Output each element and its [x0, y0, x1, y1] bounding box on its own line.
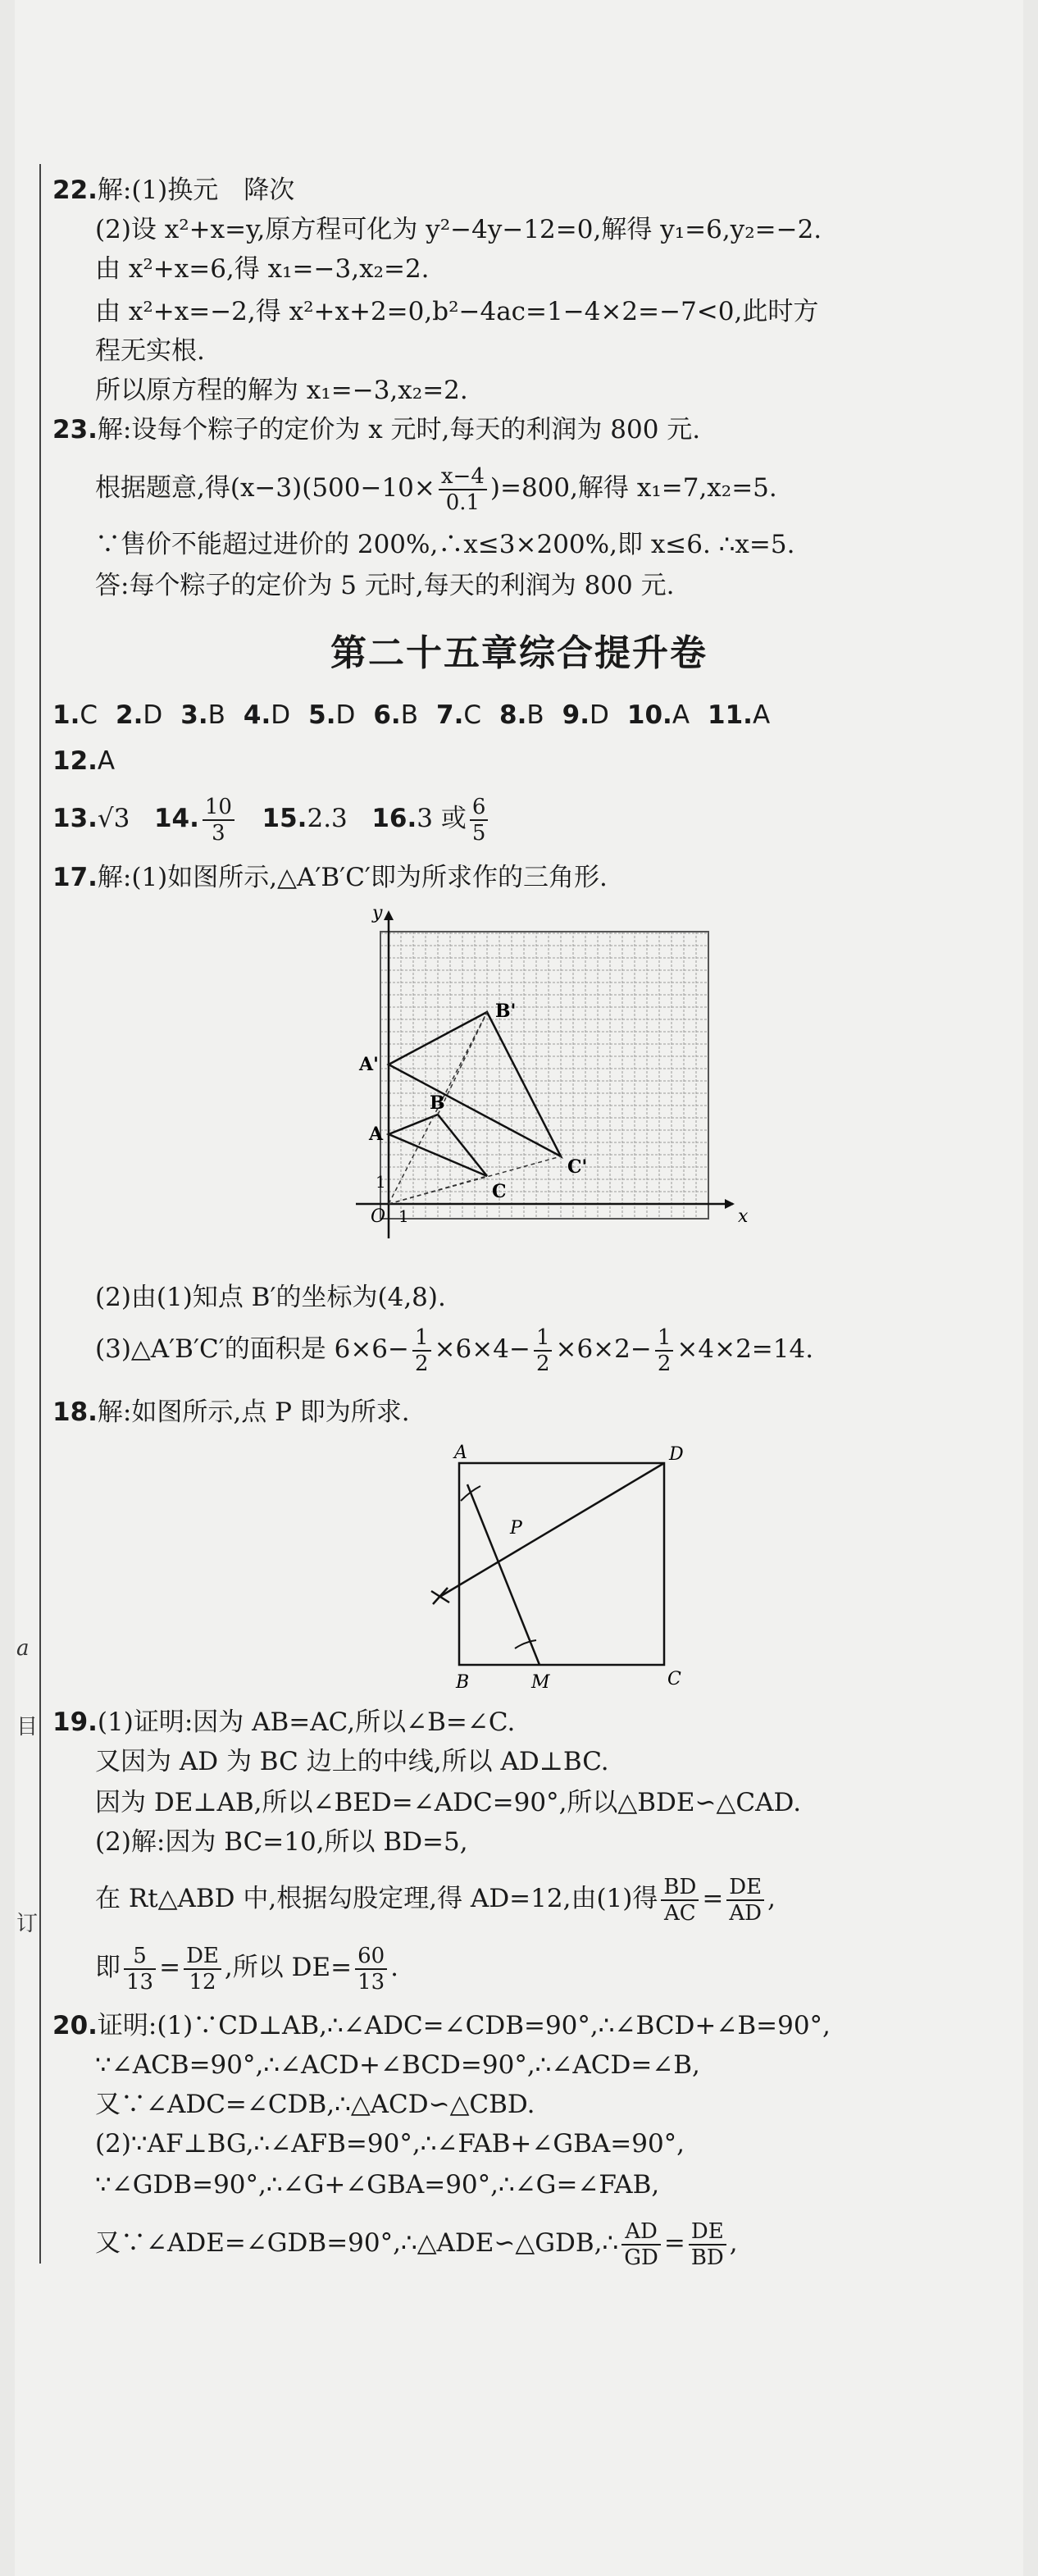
choice-answer: B: [400, 700, 418, 730]
q19-number: 19.: [52, 1707, 98, 1737]
fraction: $\frac{5}{13}$: [124, 1944, 156, 1995]
q20-number: 20.: [52, 2011, 98, 2040]
choice-number: 7.: [436, 700, 464, 730]
choice-answer: B: [207, 700, 225, 730]
fraction: $\frac{DE}{AD}$: [726, 1875, 764, 1926]
q20-line-2: ∵∠ACB=90°,∴∠ACD+∠BCD=90°,∴∠ACD=∠B,: [95, 2050, 700, 2080]
q22-number: 22.: [52, 176, 98, 205]
q17-line-2: (2)由(1)知点 B′的坐标为(4,8).: [95, 1283, 446, 1312]
choice-answer: D: [590, 700, 609, 730]
q22-line-2: (2)设 x²+x=y,原方程可化为 y²−4y−12=0,解得 y₁=6,y₂=−2.: [95, 215, 822, 244]
q23-line-4: 答:每个粽子的定价为 5 元时,每天的利润为 800 元.: [95, 571, 675, 600]
q19-line-4: (2)解:因为 BC=10,所以 BD=5,: [95, 1827, 468, 1857]
choice-number: 1.: [52, 700, 80, 730]
q23-line-2: 根据题意,得(x−3)(500−10× $\frac{x-4}{0.1}$ )=800,解得 x₁=7,x₂=5.: [95, 463, 777, 515]
choice-number: 6.: [373, 700, 401, 730]
q17-number: 17.: [52, 863, 98, 892]
point-b1-label: B': [495, 1001, 517, 1022]
square-abcd: [459, 1463, 664, 1665]
fraction: $\frac{DE}{12}$: [184, 1944, 221, 1995]
point-a-label: A: [369, 1124, 384, 1145]
x-axis-label: x: [738, 1206, 749, 1227]
choice-number: 9.: [562, 700, 590, 730]
choice-row-2: 12.A: [52, 746, 116, 776]
choice-answer: C: [463, 700, 482, 730]
q17-line-3: (3)△A′B′C′的面积是 6×6− $\frac{1}{2}$ ×6×4− $\frac{1}{2}$ ×6×2− $\frac{1}{2}$ ×4×2=14.: [95, 1324, 814, 1376]
margin-char-2: 目: [16, 1715, 39, 1739]
choice-row-1: [52, 697, 788, 733]
q22-line-6: 所以原方程的解为 x₁=−3,x₂=2.: [95, 376, 468, 405]
fraction: $\frac{6}{5}$: [470, 795, 489, 846]
choice-answer: D: [335, 700, 356, 730]
q18-line-1: 18.解:如图所示,点 P 即为所求.: [52, 1397, 410, 1427]
label-b: B: [456, 1672, 470, 1693]
fraction: $\frac{AD}{GD}$: [621, 2219, 661, 2270]
q22-line-3: 由 x²+x=6,得 x₁=−3,x₂=2.: [95, 254, 430, 284]
choice-number: 4.: [243, 700, 271, 730]
q20-line-3: 又∵∠ADC=∠CDB,∴△ACD∽△CBD.: [95, 2090, 535, 2119]
choice-answer: A: [752, 700, 771, 730]
q19-line-1: 19.(1)证明:因为 AB=AC,所以∠B=∠C.: [52, 1707, 516, 1737]
fraction: $\frac{DE}{BD}$: [689, 2219, 726, 2270]
fraction: $\frac{1}{2}$: [412, 1325, 431, 1376]
point-c1-label: C': [567, 1156, 588, 1178]
label-a: A: [454, 1443, 467, 1463]
fraction: $\frac{BD}{AC}$: [661, 1875, 699, 1926]
label-p: P: [510, 1518, 522, 1539]
q20-line-5: ∵∠GDB=90°,∴∠G+∠GBA=90°,∴∠G=∠FAB,: [95, 2170, 660, 2200]
label-m: M: [531, 1672, 550, 1693]
q22-line-5: 程无实根.: [95, 336, 205, 366]
choice-answer: D: [271, 700, 291, 730]
q18-number: 18.: [52, 1397, 98, 1427]
q19-line-5: 在 Rt△ABD 中,根据勾股定理,得 AD=12,由(1)得 $\frac{BD}{AC}$ = $\frac{DE}{AD}$ ,: [95, 1874, 776, 1926]
fill-row: 13.√3 14. $\frac{10}{3}$ 15.2.3 16.3 或 $\frac{6}{5}$: [52, 787, 491, 850]
margin-char-3: 订: [16, 1912, 39, 1936]
q19-line-2: 又因为 AD 为 BC 边上的中线,所以 AD⊥BC.: [95, 1747, 609, 1776]
q22-line-4: 由 x²+x=−2,得 x²+x+2=0,b²−4ac=1−4×2=−7<0,此时方: [95, 297, 819, 326]
choice-number: 11.: [708, 700, 753, 730]
point-a1-label: A': [359, 1054, 379, 1075]
margin-char-1: a: [16, 1636, 30, 1661]
fraction: $\frac{60}{13}$: [355, 1944, 387, 1995]
label-d: D: [669, 1444, 684, 1465]
choice-number: 8.: [499, 700, 527, 730]
q19-line-3: 因为 DE⊥AB,所以∠BED=∠ADC=90°,所以△BDE∽△CAD.: [95, 1788, 802, 1817]
answer-page: [15, 0, 1023, 2576]
q20-line-4: (2)∵AF⊥BG,∴∠AFB=90°,∴∠FAB+∠GBA=90°,: [95, 2129, 685, 2159]
choice-answer: C: [80, 700, 98, 730]
point-b-label: B: [430, 1092, 445, 1114]
choice-list: [52, 700, 788, 730]
choice-number: 10.: [626, 700, 672, 730]
point-c-label: C: [492, 1181, 507, 1202]
q17-grid-figure: [339, 902, 749, 1247]
y-axis-label: y: [372, 903, 383, 923]
q23-line-1: 23.解:设每个粽子的定价为 x 元时,每天的利润为 800 元.: [52, 415, 701, 445]
q17-line-1: 17.解:(1)如图所示,△A′B′C′即为所求作的三角形.: [52, 863, 608, 892]
q23-line-3: ∵售价不能超过进价的 200%,∴x≤3×200%,即 x≤6. ∴x=5.: [95, 530, 795, 559]
diagonal-ad-to-bisector: [441, 1463, 664, 1596]
fraction: $\frac{x-4}{0.1}$: [439, 464, 487, 515]
q20-line-6: 又∵∠ADE=∠GDB=90°,∴△ADE∽△GDB,∴ $\frac{AD}{GD}$ = $\frac{DE}{BD}$ ,: [95, 2218, 738, 2270]
choice-answer: D: [143, 700, 163, 730]
q20-line-1: 20.证明:(1)∵CD⊥AB,∴∠ADC=∠CDB=90°,∴∠BCD+∠B=90°,: [52, 2011, 831, 2040]
choice-number: 5.: [308, 700, 336, 730]
x-tick-1: 1: [398, 1206, 409, 1226]
choice-number: 3.: [180, 700, 208, 730]
section-title: 第二十五章综合提升卷: [330, 632, 708, 674]
choice-number: 2.: [116, 700, 143, 730]
y-tick-1: 1: [376, 1172, 386, 1192]
choice-answer: A: [672, 700, 690, 730]
margin-rule: [39, 164, 41, 2264]
q23-number: 23.: [52, 415, 98, 445]
label-c: C: [667, 1669, 681, 1689]
fraction: $\frac{1}{2}$: [534, 1325, 553, 1376]
fraction: $\frac{1}{2}$: [655, 1325, 674, 1376]
fraction: $\frac{10}{3}$: [203, 795, 234, 846]
q18-square-figure: [408, 1443, 720, 1698]
origin-label: O: [371, 1206, 386, 1227]
q19-line-6: 即 $\frac{5}{13}$ = $\frac{DE}{12}$ ,所以 DE= $\frac{60}{13}$ .: [95, 1943, 399, 1995]
q22-line-1: 22.解:(1)换元 降次: [52, 176, 295, 205]
choice-answer: B: [526, 700, 544, 730]
